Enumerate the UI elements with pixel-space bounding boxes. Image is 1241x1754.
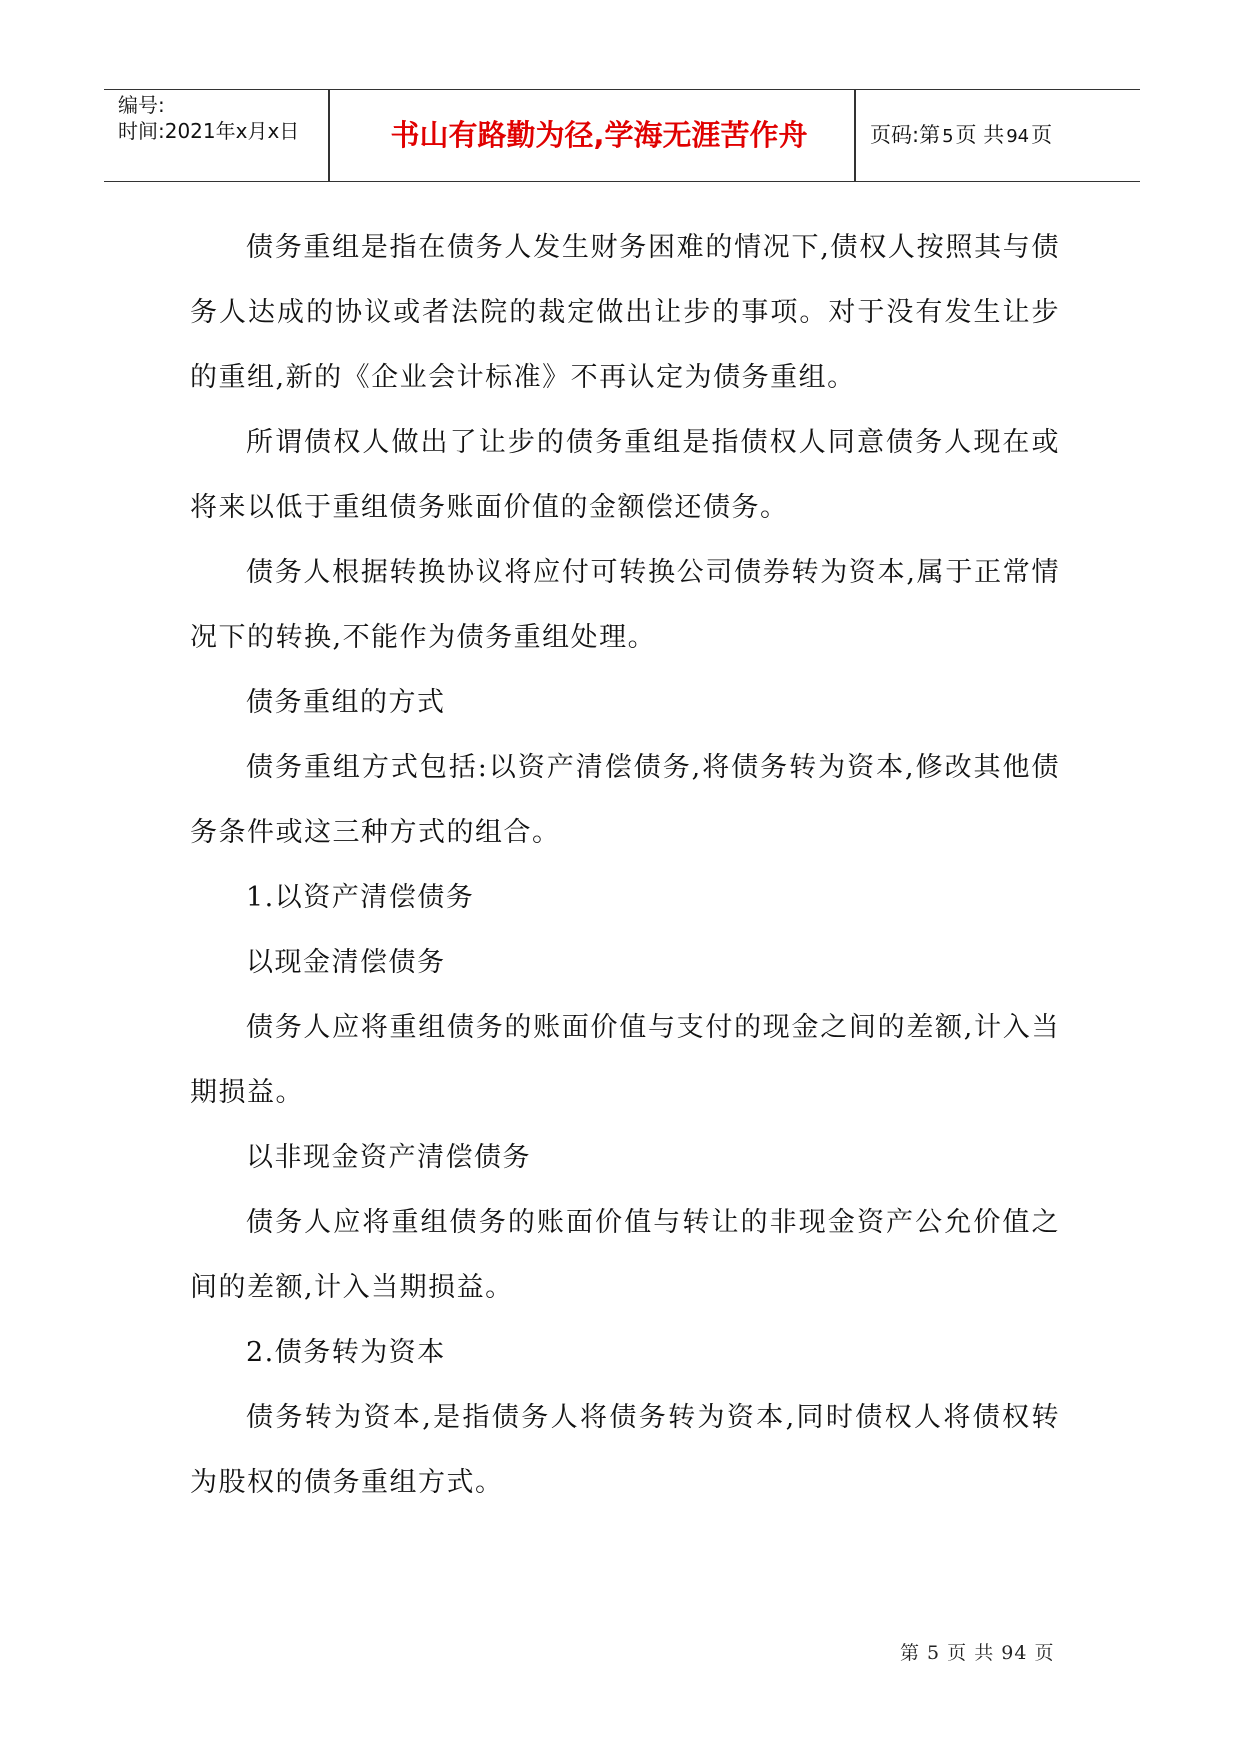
- paragraph-concession: 所谓债权人做出了让步的债务重组是指债权人同意债务人现在或将来以低于重组债务账面价值的金额偿还债务。: [190, 427, 1060, 523]
- header-divider-left: [328, 90, 330, 181]
- page-suffix: 页: [1031, 123, 1053, 147]
- page-footer: 第 5 页 共 94 页: [900, 1642, 1055, 1664]
- time-label: 时间:2021年x月x日: [118, 119, 300, 143]
- heading-restructuring-methods: 债务重组的方式: [246, 687, 446, 718]
- page-current: 5: [942, 126, 954, 147]
- paragraph-noncash-settlement: 债务人应将重组债务的账面价值与转让的非现金资产公允价值之间的差额,计入当期损益。: [190, 1207, 1060, 1303]
- paragraph-cash-settlement: 债务人应将重组债务的账面价值与支付的现金之间的差额,计入当期损益。: [190, 1012, 1060, 1108]
- page-total: 94: [1006, 126, 1030, 147]
- header-motto: 书山有路勤为径,学海无涯苦作舟: [390, 118, 808, 152]
- paragraph-debt-to-capital: 债务转为资本,是指债务人将债务转为资本,同时债权人将债权转为股权的债务重组方式。: [190, 1402, 1060, 1498]
- heading-noncash-settlement: 以非现金资产清偿债务: [246, 1142, 531, 1173]
- heading-cash-settlement: 以现金清偿债务: [246, 947, 446, 978]
- header-meta: [118, 92, 368, 144]
- paragraph-definition: 债务重组是指在债务人发生财务困难的情况下,债权人按照其与债务人达成的协议或者法院的裁定做出让步的事项。对于没有发生让步的重组,新的《企业会计标准》不再认定为债务重组。: [190, 232, 1060, 393]
- document-body: [190, 215, 1060, 1515]
- serial-number-label: 编号:: [118, 93, 165, 117]
- paragraph-methods: 债务重组方式包括:以资产清偿债务,将债务转为资本,修改其他债务条件或这三种方式的组合。: [190, 752, 1060, 848]
- paragraph-conversion: 债务人根据转换协议将应付可转换公司债券转为资本,属于正常情况下的转换,不能作为债务重组处理。: [190, 557, 1060, 653]
- page-header: [104, 89, 1140, 182]
- page-prefix: 页码:第: [870, 123, 941, 147]
- page-middle: 页 共: [955, 123, 1005, 147]
- header-page-number: [870, 90, 1052, 181]
- header-divider-right: [854, 90, 856, 181]
- heading-debt-to-capital: 2.债务转为资本: [246, 1337, 446, 1368]
- heading-asset-settlement: 1.以资产清偿债务: [246, 882, 475, 913]
